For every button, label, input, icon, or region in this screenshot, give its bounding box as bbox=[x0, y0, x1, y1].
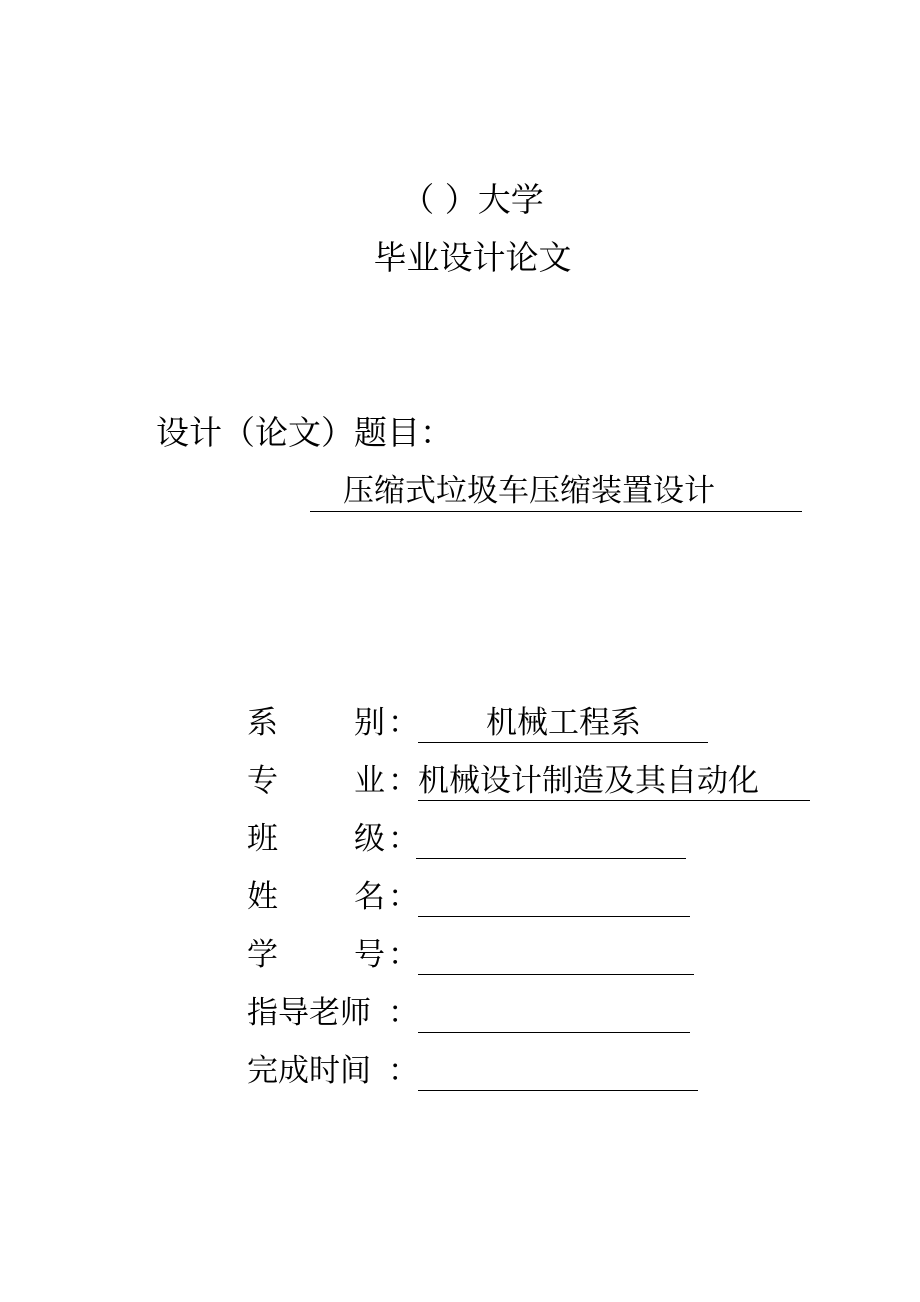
class-colon: ： bbox=[388, 821, 419, 857]
student-id-label-char-2: 号 bbox=[354, 937, 385, 973]
name-field[interactable] bbox=[418, 878, 690, 917]
class-field[interactable] bbox=[416, 820, 686, 859]
name-colon: ： bbox=[388, 879, 419, 915]
name-label-char-2: 名 bbox=[354, 879, 385, 915]
major-value: 机械设计制造及其自动化 bbox=[418, 763, 759, 799]
major-label-char-1: 专 bbox=[247, 763, 278, 799]
major-label-char-2: 业 bbox=[354, 763, 385, 799]
student-id-colon: ： bbox=[388, 937, 419, 973]
name-label-char-1: 姓 bbox=[247, 879, 278, 915]
completion-date-label-text: 完成时间 bbox=[247, 1053, 371, 1089]
completion-date-colon: ： bbox=[388, 1053, 419, 1089]
topic-label: 设计（论文）题目： bbox=[156, 413, 453, 452]
department-label-char-1: 系 bbox=[247, 705, 278, 741]
advisor-colon: ： bbox=[388, 995, 419, 1031]
university-title: （ ）大学 bbox=[401, 180, 544, 219]
topic-value: 压缩式垃圾车压缩装置设计 bbox=[343, 473, 715, 509]
department-value: 机械工程系 bbox=[486, 705, 641, 741]
major-colon: ： bbox=[388, 763, 419, 799]
document-type-title: 毕业设计论文 bbox=[373, 238, 572, 277]
department-label-char-2: 别 bbox=[354, 705, 385, 741]
student-id-label-char-1: 学 bbox=[247, 937, 278, 973]
class-label-char-1: 班 bbox=[247, 821, 278, 857]
topic-value-line bbox=[310, 471, 802, 512]
class-label-char-2: 级 bbox=[354, 821, 385, 857]
advisor-label-text: 指导老师 bbox=[247, 995, 371, 1031]
student-id-field[interactable] bbox=[418, 936, 694, 975]
department-colon: ： bbox=[388, 705, 419, 741]
major-field bbox=[418, 762, 810, 801]
department-field bbox=[418, 704, 708, 743]
completion-date-field[interactable] bbox=[418, 1052, 698, 1091]
advisor-field[interactable] bbox=[418, 994, 690, 1033]
